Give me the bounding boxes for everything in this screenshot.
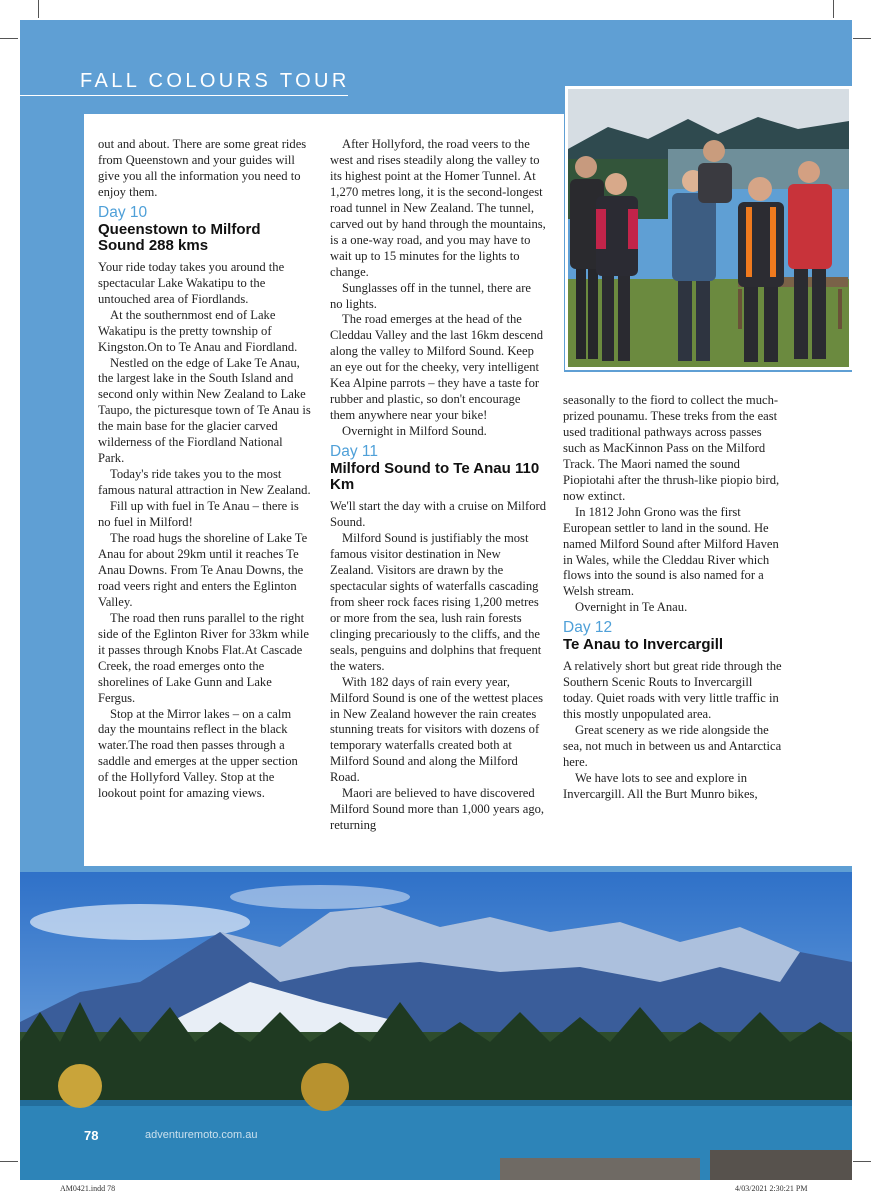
day-11-route: Milford Sound to Te Anau 110 Km [330, 460, 540, 494]
paragraph: The road then runs parallel to the right side of the Eglinton River for 33km while it passes through Knobs Flat.At Cascade Creek, the road emerges onto the shorelines of Lake Gunn and Lake Fergus. [98, 610, 309, 705]
crop-mark [0, 38, 18, 39]
paragraph: The road emerges at the head of the Cleddau Valley and the last 16km descend along the valley to Milford Sound. Keep an eye out for the cheeky, very intelligent Kea Alpine parrots – they have a taste for rubber and plastic, so don't encourage them anywhere near your bike! [330, 312, 544, 423]
paragraph: Stop at the Mirror lakes – on a calm day the mountains reflect in the black water.The road then passes through a saddle and emerges at the upper section of the Hollyford Valley. Stop at the lookout point for amazing views. [98, 706, 298, 801]
paragraph: After Hollyford, the road veers to the west and rises steadily along the valley to its highest point at the Homer Tunnel. At 1,270 metres long, it is the second-longest road tunnel in New Zealand. The tunnel, carved out by hand through the mountains, is a one-way road, and you may have to wait up to 15 minutes for the lights to change. [330, 137, 546, 279]
paragraph: We'll start the day with a cruise on Milford Sound. [330, 499, 546, 530]
paragraph: With 182 days of rain every year, Milford Sound is one of the wettest places in New Zealand however the rain creates stunning treats for visitors with dozens of temporary waterfalls created both at Milford Sound and along the Milford Road. [330, 674, 544, 785]
day-10-label: Day 10 [98, 203, 148, 221]
paragraph: Milford Sound is justifiably the most famous visitor destination in New Zealand. Visitors are drawn by the spectacular sights of waterfalls cascading from sheer rock faces rising 1,200 metres or more from the sea, lush rain forests clinging precariously to the cliffs, and the seals, penguins and dolphins that frequent the waters. [330, 531, 542, 673]
paragraph: A relatively short but great ride through the Southern Scenic Routs to Invercargill today. Quiet roads with very little traffic in this mostly unpopulated area. [563, 659, 782, 722]
paragraph: Overnight in Milford Sound. [342, 424, 487, 439]
paragraph: At the southernmost end of Lake Wakatipu is the pretty township of Kingston.On to Te Anau and Fiordland. [98, 307, 298, 354]
date-slug: 4/03/2021 2:30:21 PM [735, 1184, 808, 1193]
paragraph: We have lots to see and explore in Invercargill. All the Burt Munro bikes, [563, 771, 758, 801]
section-title: FALL COLOURS TOUR [80, 70, 350, 92]
paragraph: Today's ride takes you to the most famous natural attraction in New Zealand. [98, 467, 311, 498]
crop-mark [853, 1161, 871, 1162]
crop-mark [833, 0, 834, 18]
paragraph: Fill up with fuel in Te Anau – there is no fuel in Milford! [98, 499, 299, 530]
paragraph: Maori are believed to have discovered Milford Sound more than 1,000 years ago, returning [330, 786, 545, 833]
website-url: adventuremoto.com.au [145, 1129, 258, 1141]
column-2 [330, 137, 546, 834]
paragraph: Nestled on the edge of Lake Te Anau, the largest lake in the South Island and second only within New Zealand to Lake Taupo, the picturesque town of Te Anau is the main base for the glacier carved wilderness of the Fiordland National Park. [98, 355, 311, 466]
column-1 [98, 137, 311, 802]
day-12-label: Day 12 [563, 619, 613, 637]
page-number: 78 [84, 1128, 99, 1143]
column-3 [563, 393, 785, 803]
crop-mark [38, 0, 39, 18]
paragraph: Sunglasses off in the tunnel, there are no lights. [330, 280, 531, 311]
file-slug: AM0421.indd 78 [60, 1184, 116, 1193]
group-photo-illustration [568, 89, 849, 367]
paragraph: Overnight in Te Anau. [575, 600, 688, 615]
intro-paragraph: out and about. There are some great rides from Queenstown and your guides will give you all the information you need to enjoy them. [98, 137, 307, 199]
paragraph: The road hugs the shoreline of Lake Te Anau for about 29km until it reaches Te Anau Downs. From Te Anau Downs, the road veers right and enters the Eglinton Valley. [98, 531, 308, 609]
day-12-route: Te Anau to Invercargill [563, 636, 724, 654]
paragraph: Your ride today takes you around the spectacular Lake Wakatipu to the untouched area of Fiordlands. [98, 259, 285, 306]
day-11-label: Day 11 [330, 443, 378, 461]
title-rule [20, 95, 348, 96]
paragraph: Great scenery as we ride alongside the sea, not much in between us and Antarctica here. [563, 723, 782, 770]
crop-mark [853, 38, 871, 39]
paragraph: seasonally to the fiord to collect the much-prized pounamu. These treks from the east used traditional pathways across passes such as MacKinnon Pass on the Milford Track. The Maori named the sound Piopiotahi after the thrush-like piopio bird, now extinct. [563, 393, 780, 503]
day-10-route: Queenstown to Milford Sound 288 kms [98, 220, 261, 254]
crop-mark [0, 1161, 18, 1162]
paragraph: In 1812 John Grono was the first European settler to land in the sound. He named Milford Sound after Milford Haven in Wales, while the Cleddau River which flows into the sound is also named for a Welsh stream. [563, 504, 779, 599]
group-photo [565, 86, 852, 370]
